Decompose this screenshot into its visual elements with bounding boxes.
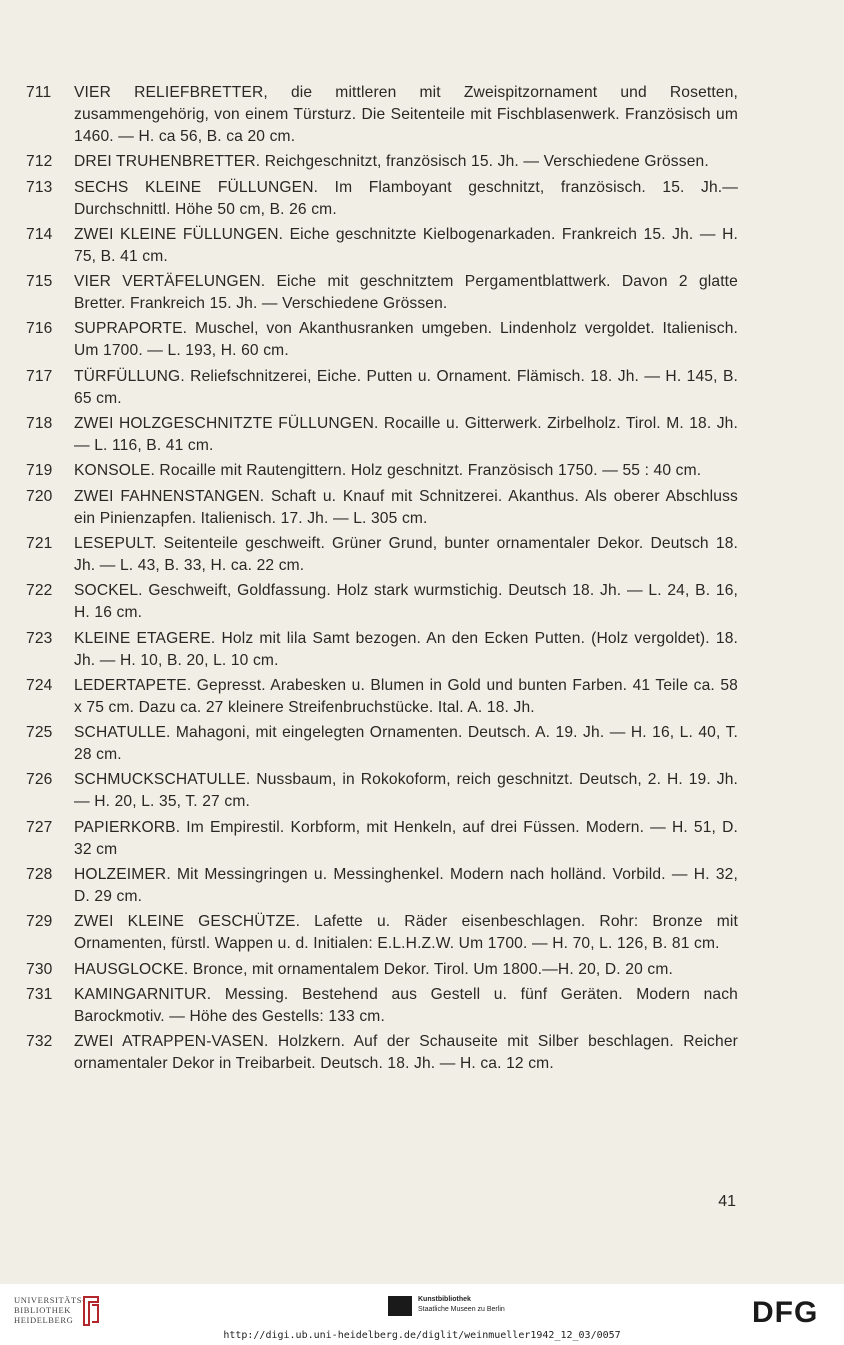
catalog-entry (26, 1031, 738, 1075)
ub-line: BIBLIOTHEK (14, 1305, 71, 1315)
catalog-entries (26, 82, 738, 1079)
catalog-entry (26, 460, 738, 482)
catalog-entry (26, 271, 738, 315)
kb-title: Kunstbibliothek (418, 1296, 471, 1303)
lot-number: 712 (26, 153, 53, 171)
lot-description: SCHMUCKSCHATULLE. Nussbaum, in Rokokoform, reich geschnitzt. Deutsch, 2. H. 19. Jh. — H. 20, L. 35, T. 27 cm. (74, 771, 738, 811)
lot-description: ZWEI FAHNENSTANGEN. Schaft u. Knauf mit Schnitzerei. Akanthus. Als oberer Abschluss ein Pinienzapfen. Italienisch. 17. Jh. — L. 305 cm. (74, 487, 738, 527)
lot-number: 715 (26, 273, 53, 291)
lot-number: 728 (26, 866, 53, 884)
catalog-entry (26, 817, 738, 861)
catalog-entry (26, 959, 738, 981)
lot-number: 721 (26, 534, 53, 552)
lot-number: 729 (26, 913, 53, 931)
lot-description: DREI TRUHENBRETTER. Reichgeschnitzt, französisch 15. Jh. — Verschiedene Grössen. (74, 153, 709, 171)
lot-description: SECHS KLEINE FÜLLUNGEN. Im Flamboyant geschnitzt, französisch. 15. Jh.—Durchschnittl. Höhe 50 cm, B. 26 cm. (74, 178, 738, 218)
catalog-entry (26, 151, 738, 173)
catalog-entry (26, 413, 738, 457)
catalog-entry (26, 628, 738, 672)
ub-line: UNIVERSITÄTS- (14, 1295, 86, 1305)
lot-number: 722 (26, 582, 53, 600)
dfg-logo[interactable]: DFG (752, 1296, 819, 1329)
lot-description: SOCKEL. Geschweift, Goldfassung. Holz stark wurmstichig. Deutsch 18. Jh. — L. 24, B. 16, H. 16 cm. (74, 582, 738, 622)
catalog-entry (26, 984, 738, 1028)
lot-number: 731 (26, 985, 53, 1003)
page-number: 41 (718, 1193, 736, 1210)
lot-description: ZWEI KLEINE FÜLLUNGEN. Eiche geschnitzte Kielbogenarkaden. Frankreich 15. Jh. — H. 75, B. 41 cm. (74, 225, 738, 265)
lot-description: KAMINGARNITUR. Messing. Bestehend aus Gestell u. fünf Geräten. Modern nach Barockmotiv. — Höhe des Gestells: 133 cm. (74, 985, 738, 1025)
catalog-entry (26, 722, 738, 766)
lot-number: 725 (26, 724, 53, 742)
catalog-entry (26, 82, 738, 148)
lot-description: HAUSGLOCKE. Bronce, mit ornamentalem Dekor. Tirol. Um 1800.—H. 20, D. 20 cm. (74, 960, 673, 978)
source-url[interactable]: http://digi.ub.uni-heidelberg.de/diglit/weinmueller1942_12_03/0057 (223, 1330, 621, 1341)
kunstbibliothek-logo-icon[interactable] (388, 1296, 412, 1316)
catalog-entry (26, 864, 738, 908)
lot-number: 713 (26, 178, 53, 196)
catalog-entry (26, 769, 738, 813)
lot-description: SCHATULLE. Mahagoni, mit eingelegten Ornamenten. Deutsch. A. 19. Jh. — H. 16, L. 40, T. 28 cm. (74, 724, 738, 764)
catalog-entry (26, 318, 738, 362)
lot-number: 717 (26, 367, 53, 385)
kb-subtitle: Staatliche Museen zu Berlin (418, 1306, 505, 1313)
lot-number: 720 (26, 487, 53, 505)
kunstbibliothek-label (418, 1295, 505, 1315)
university-library-label (14, 1295, 86, 1325)
lot-description: TÜRFÜLLUNG. Reliefschnitzerei, Eiche. Putten u. Ornament. Flämisch. 18. Jh. — H. 145, B. 65 cm. (74, 367, 738, 407)
lot-description: ZWEI ATRAPPEN-VASEN. Holzkern. Auf der Schauseite mit Silber beschlagen. Reicher ornamentaler Dekor in Treibarbeit. Deutsch. 18. Jh. — H. ca. 12 cm. (74, 1033, 738, 1073)
lot-description: HOLZEIMER. Mit Messingringen u. Messinghenkel. Modern nach holländ. Vorbild. — H. 32, D. 29 cm. (74, 866, 738, 906)
lot-number: 724 (26, 676, 53, 694)
lot-number: 718 (26, 415, 53, 433)
lot-description: LESEPULT. Seitenteile geschweift. Grüner Grund, bunter ornamentaler Dekor. Deutsch 18. Jh. — L. 43, B. 33, H. ca. 22 cm. (74, 534, 738, 574)
lot-description: VIER RELIEFBRETTER, die mittleren mit Zweispitzornament und Rosetten, zusammengehörig, von einem Türsturz. Die Seitenteile mit Fischblasenwerk. Französisch um 1460. — H. ca 56, B. ca 20 cm. (74, 84, 738, 145)
catalog-entry (26, 580, 738, 624)
catalog-entry (26, 486, 738, 530)
digitization-footer (0, 1284, 844, 1345)
lot-number: 719 (26, 462, 53, 480)
lot-number: 714 (26, 225, 53, 243)
catalog-entry (26, 675, 738, 719)
lot-description: VIER VERTÄFELUNGEN. Eiche mit geschnitztem Pergamentblattwerk. Davon 2 glatte Bretter. Frankreich 15. Jh. — Verschiedene Grössen. (74, 273, 738, 313)
lot-description: ZWEI KLEINE GESCHÜTZE. Lafette u. Räder eisenbeschlagen. Rohr: Bronze mit Ornamenten, fürstl. Wappen u. d. Initialen: E.L.H.Z.W. Um 1700. — H. 70, L. 126, B. 81 cm. (74, 913, 738, 953)
lot-number: 723 (26, 629, 53, 647)
ub-line: HEIDELBERG (14, 1315, 74, 1325)
lot-number: 711 (26, 84, 52, 101)
lot-description: PAPIERKORB. Im Empirestil. Korbform, mit Henkeln, auf drei Füssen. Modern. — H. 51, D. 32 cm (74, 818, 738, 858)
catalog-entry (26, 911, 738, 955)
lot-number: 716 (26, 320, 53, 338)
lot-description: KONSOLE. Rocaille mit Rautengittern. Holz geschnitzt. Französisch 1750. — 55 : 40 cm. (74, 462, 702, 480)
catalog-entry (26, 366, 738, 410)
ub-heidelberg-logo-icon[interactable] (80, 1294, 102, 1328)
lot-number: 732 (26, 1033, 53, 1051)
catalog-entry (26, 177, 738, 221)
lot-number: 730 (26, 960, 53, 978)
lot-description: KLEINE ETAGERE. Holz mit lila Samt bezogen. An den Ecken Putten. (Holz vergoldet). 18. Jh. — H. 10, B. 20, L. 10 cm. (74, 629, 738, 669)
lot-description: SUPRAPORTE. Muschel, von Akanthusranken umgeben. Lindenholz vergoldet. Italienisch. Um 1700. — L. 193, H. 60 cm. (74, 320, 738, 360)
lot-description: ZWEI HOLZGESCHNITZTE FÜLLUNGEN. Rocaille u. Gitterwerk. Zirbelholz. Tirol. M. 18. Jh. — L. 116, B. 41 cm. (74, 415, 738, 455)
lot-number: 727 (26, 818, 53, 836)
catalog-entry (26, 224, 738, 268)
lot-number: 726 (26, 771, 53, 789)
lot-description: LEDERTAPETE. Gepresst. Arabesken u. Blumen in Gold und bunten Farben. 41 Teile ca. 58 x 75 cm. Dazu ca. 27 kleinere Streifenbruchstücke. Ital. A. 18. Jh. (74, 676, 738, 716)
catalog-entry (26, 533, 738, 577)
